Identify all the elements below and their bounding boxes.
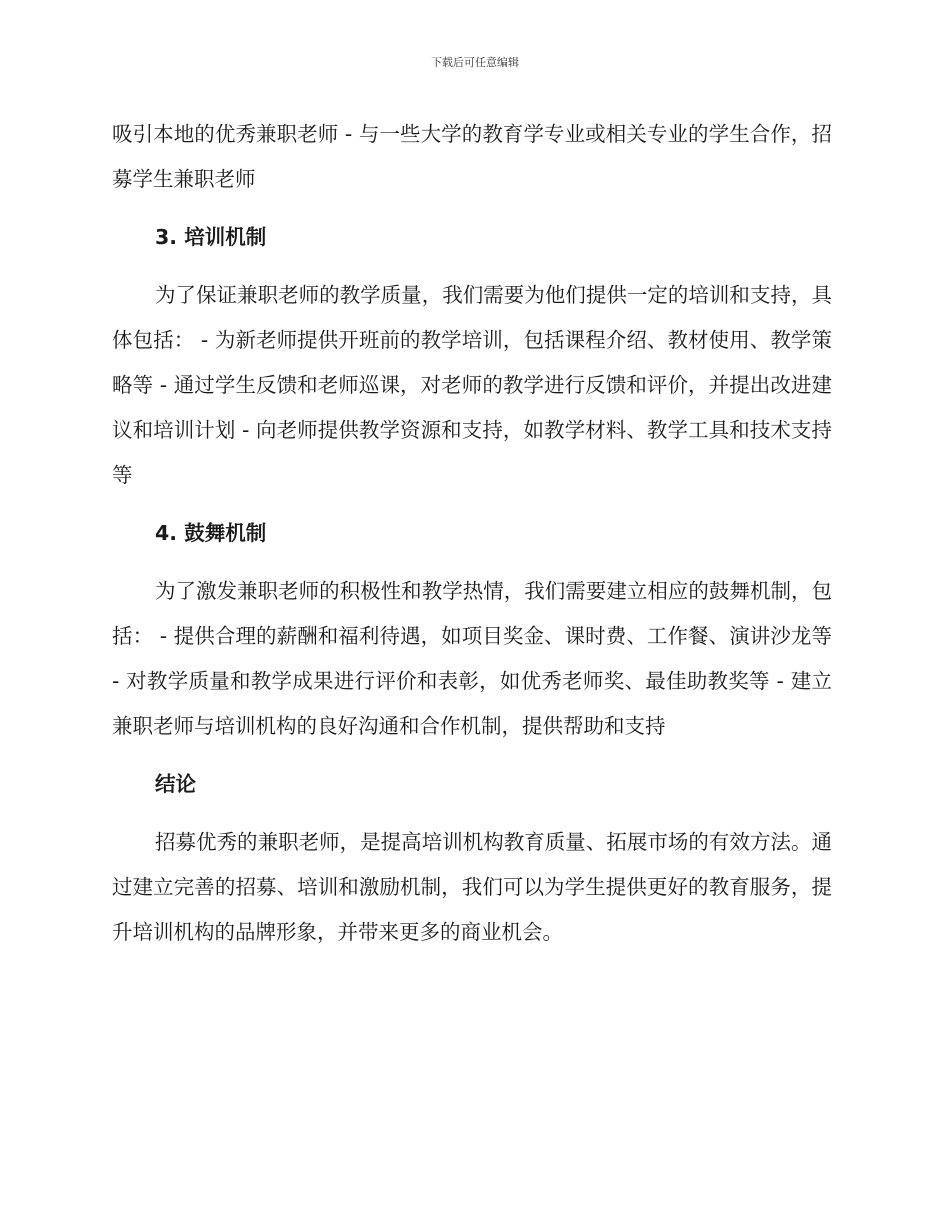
paragraph-incentive: 为了激发兼职老师的积极性和教学热情，我们需要建立相应的鼓舞机制，包括： - 提供合理的薪酬和福利待遇，如项目奖金、课时费、工作餐、演讲沙龙等 - 对教学质量和教学成果进行评价和表彰，如优秀老师奖、最佳助教奖等 - 建立兼职老师与培训机构的良好沟通和合作机制，提供帮助和支持	[112, 579, 832, 738]
spacer	[112, 807, 832, 820]
spacer	[112, 202, 832, 215]
paragraph-recruitment-continued: 吸引本地的优秀兼职老师 - 与一些大学的教育学专业或相关专业的学生合作，招募学生兼职老师	[112, 122, 832, 191]
document-body	[112, 112, 832, 955]
section-heading-incentive: 4. 鼓舞机制	[155, 521, 267, 545]
section-heading-training: 3. 培训机制	[155, 225, 267, 249]
paragraph-conclusion: 招募优秀的兼职老师，是提高培训机构教育质量、拓展市场的有效方法。通过建立完善的招募、培训和激励机制，我们可以为学生提供更好的教育服务，提升培训机构的品牌形象，并带来更多的商业机会。	[112, 830, 832, 944]
section-heading-conclusion: 结论	[155, 772, 196, 796]
spacer	[112, 749, 832, 762]
spacer	[112, 260, 832, 273]
spacer	[112, 556, 832, 569]
paragraph-training: 为了保证兼职老师的教学质量，我们需要为他们提供一定的培训和支持，具体包括： - 为新老师提供开班前的教学培训，包括课程介绍、教材使用、教学策略等 - 通过学生反馈和老师巡课，对老师的教学进行反馈和评价，并提出改进建议和培训计划 - 向老师提供教学资源和支持，如教学材料、教学工具和技术支持等	[112, 283, 832, 487]
page-header: 下载后可任意编辑	[431, 56, 519, 69]
spacer	[112, 498, 832, 511]
